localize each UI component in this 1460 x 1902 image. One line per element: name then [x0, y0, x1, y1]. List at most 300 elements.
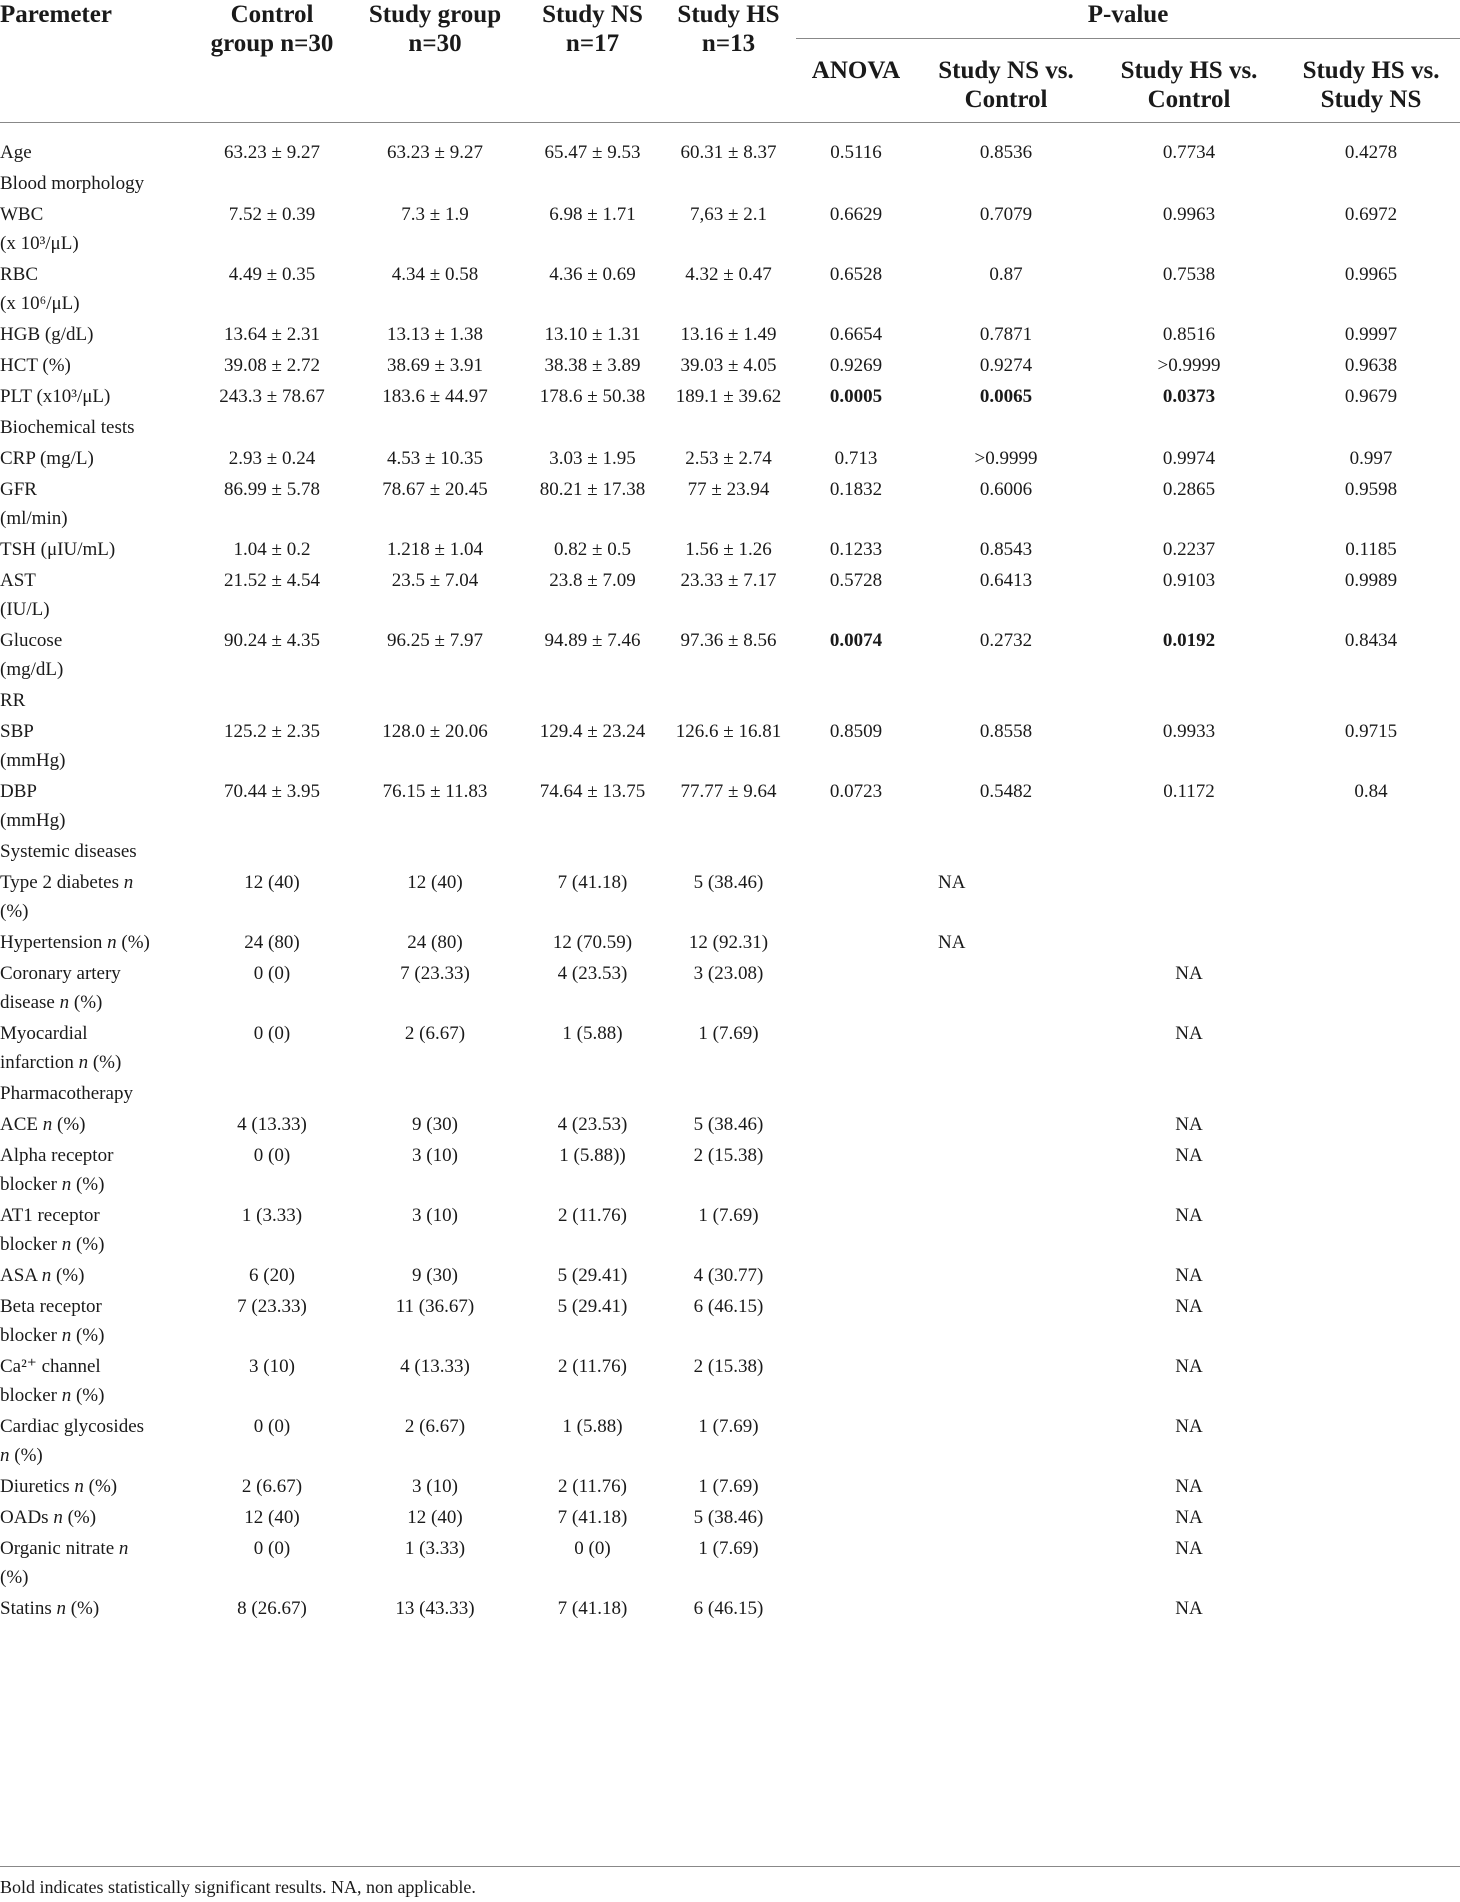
value-cell: 0 (0): [253, 1538, 291, 1559]
p-value-cell: 0.2237: [1162, 539, 1216, 560]
value-cell: 12 (40): [407, 872, 463, 893]
row-label: [0, 534, 198, 565]
row-label: [0, 1291, 198, 1351]
section-label: Systemic diseases: [0, 841, 137, 862]
value-cell: 6 (46.15): [693, 1598, 764, 1619]
value-cell: 4.34 ± 0.58: [391, 264, 479, 285]
row-label-text: RBC: [0, 264, 39, 285]
value-cell: 2.93 ± 0.24: [228, 448, 316, 469]
value-cell: 24 (80): [244, 932, 300, 953]
value-cell: 38.69 ± 3.91: [387, 355, 483, 376]
value-cell: 2 (6.67): [404, 1416, 466, 1437]
row-label: [0, 625, 198, 685]
p-value-cell: 0.2732: [979, 630, 1033, 651]
row-label-text: AT1 receptor: [0, 1205, 100, 1226]
value-cell: 7 (23.33): [237, 1296, 307, 1317]
value-cell: 4.32 ± 0.47: [685, 264, 772, 285]
row-label-text-2: blocker: [0, 1234, 57, 1255]
table-header: [0, 0, 1460, 123]
p-value-na: NA: [1175, 1265, 1203, 1286]
row-label-text-2: blocker: [0, 1325, 57, 1346]
p-value-cell: 0.7871: [979, 324, 1033, 345]
row-label-unit: (mmHg): [0, 750, 66, 771]
value-cell: 4 (23.53): [557, 1114, 628, 1135]
row-label: [0, 381, 198, 412]
p-value-cell: [1282, 1411, 1460, 1471]
value-cell: 3 (10): [412, 1145, 458, 1166]
row-label: [0, 1411, 198, 1471]
section-label: RR: [0, 690, 26, 711]
header-study-group: Study group n=30: [368, 1, 502, 57]
value-cell: 1 (3.33): [404, 1538, 466, 1559]
row-label-text: ACE: [0, 1114, 38, 1135]
value-cell: 7,63 ± 2.1: [690, 204, 767, 225]
p-value-cell: 0.1185: [1345, 539, 1397, 560]
header-ns-vs-control: Study NS vs. Control: [938, 57, 1074, 113]
p-value-cell: [796, 958, 916, 1018]
row-label-text: Alpha receptor: [0, 1145, 114, 1166]
p-value-cell: 0.7734: [1162, 142, 1216, 163]
value-cell: 1 (5.88)): [559, 1145, 626, 1166]
p-value-cell: 0.9715: [1344, 721, 1398, 742]
p-value-na: NA: [1175, 1507, 1203, 1528]
value-cell: 24 (80): [407, 932, 463, 953]
table-row: [0, 350, 1460, 381]
n-symbol: n: [61, 1174, 72, 1195]
percent-suffix: (%): [52, 1114, 86, 1135]
row-label: [0, 776, 198, 836]
p-value-na: NA: [1175, 963, 1203, 984]
value-cell: 0 (0): [253, 1145, 291, 1166]
row-label: [0, 319, 198, 350]
value-cell: 4 (30.77): [693, 1265, 764, 1286]
value-cell: 0 (0): [574, 1538, 611, 1559]
table-row: [0, 381, 1460, 412]
row-label-text: GFR: [0, 479, 37, 500]
value-cell: 97.36 ± 8.56: [680, 630, 777, 651]
value-cell: 77.77 ± 9.64: [680, 781, 777, 802]
value-cell: 2 (11.76): [558, 1205, 627, 1226]
p-value-na: NA: [1175, 1145, 1203, 1166]
percent-suffix: (%): [69, 992, 103, 1013]
row-label: [0, 927, 198, 958]
p-value-cell: 0.9598: [1344, 479, 1398, 500]
value-cell: 9 (30): [412, 1114, 458, 1135]
n-symbol: n: [61, 1325, 72, 1346]
row-label-text: HCT (%): [0, 355, 71, 376]
value-cell: 1.04 ± 0.2: [233, 539, 311, 560]
value-cell: 96.25 ± 7.97: [387, 630, 483, 651]
percent-suffix: (%): [83, 1476, 118, 1497]
section-label: Pharmacotherapy: [0, 1083, 133, 1104]
n-symbol: n: [78, 1052, 89, 1073]
p-value-cell: 0.6528: [829, 264, 883, 285]
p-value-cell: [1282, 1018, 1460, 1078]
value-cell: 13.16 ± 1.49: [680, 324, 777, 345]
row-label: [0, 1533, 198, 1593]
value-cell: 3 (10): [412, 1205, 458, 1226]
value-cell: 129.4 ± 23.24: [539, 721, 646, 742]
row-label-text: WBC: [0, 204, 44, 225]
row-label-text-2: infarction: [0, 1052, 74, 1073]
value-cell: 1 (7.69): [698, 1416, 759, 1437]
row-label: [0, 1593, 198, 1643]
value-cell: 12 (92.31): [688, 932, 769, 953]
row-label-text: HGB (g/dL): [0, 324, 94, 345]
p-value-na: NA: [1175, 1023, 1203, 1044]
p-value-na: NA: [1175, 1416, 1203, 1437]
percent-suffix: (%): [71, 1325, 105, 1346]
p-value-cell: 0.0192: [1162, 630, 1216, 651]
p-value-cell: 0.9963: [1162, 204, 1216, 225]
row-label-unit: (mg/dL): [0, 659, 64, 680]
row-label-unit: (x 10³/μL): [0, 233, 79, 254]
row-label-text: PLT (x10³/μL): [0, 386, 111, 407]
row-label-text-2: disease: [0, 992, 55, 1013]
value-cell: 65.47 ± 9.53: [544, 142, 641, 163]
table-row: [0, 1533, 1460, 1593]
value-cell: 2 (6.67): [241, 1476, 303, 1497]
p-value-cell: 0.9638: [1344, 355, 1398, 376]
value-cell: 0 (0): [253, 963, 291, 984]
row-label: [0, 259, 198, 319]
value-cell: 4.49 ± 0.35: [228, 264, 316, 285]
table-row: [0, 867, 1460, 927]
percent-suffix: (%): [116, 932, 150, 953]
value-cell: 4 (23.53): [557, 963, 628, 984]
p-value-na: NA: [938, 932, 966, 953]
value-cell: 12 (40): [244, 872, 300, 893]
header-control: Control group n=30: [210, 1, 334, 57]
p-value-cell: 0.2865: [1162, 479, 1216, 500]
n-symbol: n: [41, 1265, 52, 1286]
p-value-cell: [1282, 958, 1460, 1018]
value-cell: 3 (10): [412, 1476, 458, 1497]
p-value-cell: 0.9103: [1162, 570, 1216, 591]
row-label: [0, 1200, 198, 1260]
table-row: [0, 1140, 1460, 1200]
p-value-cell: 0.6654: [829, 324, 883, 345]
value-cell: 86.99 ± 5.78: [224, 479, 320, 500]
value-cell: 6 (46.15): [693, 1296, 764, 1317]
n-symbol: n: [42, 1114, 53, 1135]
value-cell: 39.08 ± 2.72: [224, 355, 320, 376]
percent-suffix: (%): [9, 1445, 43, 1466]
value-cell: 23.5 ± 7.04: [391, 570, 479, 591]
table-row: [0, 259, 1460, 319]
p-value-cell: 0.8434: [1344, 630, 1398, 651]
p-value-cell: [916, 1109, 1096, 1140]
p-value-cell: 0.0373: [1162, 386, 1216, 407]
p-value-cell: 0.6629: [829, 204, 883, 225]
row-label-text: Beta receptor: [0, 1296, 102, 1317]
p-value-cell: 0.8509: [829, 721, 883, 742]
row-label-text: Statins: [0, 1598, 52, 1619]
row-label-text-2: blocker: [0, 1385, 57, 1406]
p-value-cell: [796, 1018, 916, 1078]
row-label-unit: (IU/L): [0, 599, 50, 620]
row-label: [0, 350, 198, 381]
p-value-cell: 0.6006: [979, 479, 1033, 500]
value-cell: 21.52 ± 4.54: [224, 570, 320, 591]
n-symbol: n: [118, 1538, 129, 1559]
p-value-cell: 0.9269: [829, 355, 883, 376]
p-value-cell: [1282, 1200, 1460, 1260]
value-cell: 1 (7.69): [698, 1476, 759, 1497]
section-row: [0, 1078, 1460, 1109]
p-value-cell: [1282, 1140, 1460, 1200]
table-row: [0, 1351, 1460, 1411]
row-label-text: Age: [0, 142, 32, 163]
p-value-cell: [796, 1593, 916, 1643]
table-row: [0, 1200, 1460, 1260]
p-value-cell: [916, 1140, 1096, 1200]
p-value-cell: [1282, 1291, 1460, 1351]
percent-suffix: (%): [0, 1567, 29, 1588]
table-row: [0, 534, 1460, 565]
p-value-cell: 0.1172: [1163, 781, 1215, 802]
p-value-na: NA: [938, 872, 966, 893]
p-value-cell: 0.5116: [830, 142, 882, 163]
value-cell: 77 ± 23.94: [687, 479, 770, 500]
p-value-cell: [796, 1291, 916, 1351]
row-label: [0, 1109, 198, 1140]
value-cell: 6 (20): [249, 1265, 295, 1286]
row-label-text-2: blocker: [0, 1174, 57, 1195]
value-cell: 9 (30): [412, 1265, 458, 1286]
p-value-cell: 0.9997: [1344, 324, 1398, 345]
row-label-text: Cardiac glycosides: [0, 1416, 145, 1437]
value-cell: 0 (0): [253, 1416, 291, 1437]
value-cell: 126.6 ± 16.81: [675, 721, 782, 742]
p-value-cell: [796, 1533, 916, 1593]
n-symbol: n: [61, 1234, 72, 1255]
value-cell: 1.56 ± 1.26: [685, 539, 772, 560]
p-value-cell: [796, 1260, 916, 1291]
p-value-cell: [1282, 1260, 1460, 1291]
table-footnote: Bold indicates statistically significant results. NA, non applicable.: [0, 1866, 1460, 1898]
table-body: [0, 123, 1460, 1644]
value-cell: 6.98 ± 1.71: [549, 204, 636, 225]
percent-suffix: (%): [0, 901, 29, 922]
row-label-text: SBP: [0, 721, 34, 742]
p-value-cell: [796, 1351, 916, 1411]
value-cell: 7 (41.18): [557, 1598, 628, 1619]
p-value-cell: 0.9679: [1344, 386, 1398, 407]
table-row: [0, 1260, 1460, 1291]
row-label-text: Organic nitrate: [0, 1538, 115, 1559]
value-cell: 38.38 ± 3.89: [544, 355, 641, 376]
row-label-text: TSH (μIU/mL): [0, 539, 116, 560]
n-symbol: n: [61, 1385, 72, 1406]
table-row: [0, 958, 1460, 1018]
p-value-cell: >0.9999: [1157, 355, 1221, 376]
value-cell: 4 (13.33): [237, 1114, 307, 1135]
row-label: [0, 443, 198, 474]
value-cell: 1 (3.33): [241, 1205, 303, 1226]
row-label: [0, 716, 198, 776]
p-value-cell: [916, 1593, 1096, 1643]
table-row: [0, 1593, 1460, 1643]
value-cell: 5 (38.46): [693, 1507, 764, 1528]
row-label: [0, 1351, 198, 1411]
header-hs-vs-control: Study HS vs. Control: [1120, 57, 1258, 113]
row-label: [0, 1140, 198, 1200]
header-hs-vs-ns: Study HS vs. Study NS: [1302, 57, 1440, 113]
p-value-cell: 0.4278: [1344, 142, 1398, 163]
p-value-cell: [916, 1502, 1096, 1533]
table-row: [0, 443, 1460, 474]
p-value-cell: 0.5482: [979, 781, 1033, 802]
table-row: [0, 1502, 1460, 1533]
row-label: [0, 1260, 198, 1291]
value-cell: 1.218 ± 1.04: [387, 539, 483, 560]
value-cell: 7 (41.18): [557, 1507, 628, 1528]
header-study-hs: Study HS n=13: [677, 1, 780, 57]
p-value-cell: [916, 1351, 1096, 1411]
value-cell: 11 (36.67): [395, 1296, 475, 1317]
value-cell: 243.3 ± 78.67: [219, 386, 325, 407]
value-cell: 90.24 ± 4.35: [224, 630, 320, 651]
table-row: [0, 1018, 1460, 1078]
p-value-cell: 0.713: [834, 448, 878, 469]
p-value-cell: 0.8558: [979, 721, 1033, 742]
p-value-cell: [1282, 1593, 1460, 1643]
value-cell: 183.6 ± 44.97: [382, 386, 488, 407]
value-cell: 39.03 ± 4.05: [680, 355, 777, 376]
table-row: [0, 565, 1460, 625]
p-value-cell: 0.5728: [829, 570, 883, 591]
n-symbol: n: [56, 1598, 66, 1619]
p-value-cell: 0.9274: [979, 355, 1033, 376]
row-label-unit: (x 10⁶/μL): [0, 293, 80, 314]
p-value-cell: [796, 927, 916, 958]
value-cell: 7.3 ± 1.9: [401, 204, 469, 225]
row-label: [0, 474, 198, 534]
row-label: [0, 137, 198, 168]
value-cell: 178.6 ± 50.38: [539, 386, 646, 407]
p-value-cell: 0.87: [989, 264, 1023, 285]
p-value-cell: [916, 1260, 1096, 1291]
p-value-cell: 0.9989: [1344, 570, 1398, 591]
row-label-text: Ca²⁺ channel: [0, 1356, 101, 1377]
value-cell: 2 (11.76): [558, 1356, 627, 1377]
value-cell: 13.13 ± 1.38: [387, 324, 483, 345]
row-label-text: CRP (mg/L): [0, 448, 94, 469]
p-value-cell: [916, 958, 1096, 1018]
table-row: [0, 1411, 1460, 1471]
table-row: [0, 776, 1460, 836]
row-label-text: DBP: [0, 781, 37, 802]
p-value-na: NA: [1175, 1598, 1203, 1619]
value-cell: 5 (38.46): [693, 1114, 764, 1135]
p-value-cell: [916, 1018, 1096, 1078]
value-cell: 12 (40): [407, 1507, 463, 1528]
table-row: [0, 137, 1460, 168]
section-row: [0, 836, 1460, 867]
value-cell: 63.23 ± 9.27: [387, 142, 483, 163]
value-cell: 23.33 ± 7.17: [680, 570, 777, 591]
row-label-text: AST: [0, 570, 36, 591]
value-cell: 4 (13.33): [400, 1356, 470, 1377]
row-label: [0, 958, 198, 1018]
table-row: [0, 319, 1460, 350]
header-p-value: P-value: [796, 0, 1460, 39]
row-label-text: Myocardial: [0, 1023, 88, 1044]
p-value-cell: 0.0723: [829, 781, 883, 802]
section-row: [0, 412, 1460, 443]
p-value-cell: [1282, 1471, 1460, 1502]
value-cell: 7 (41.18): [557, 872, 628, 893]
percent-suffix: (%): [88, 1052, 122, 1073]
value-cell: 0 (0): [253, 1023, 291, 1044]
header-study-ns: Study NS n=17: [542, 1, 643, 57]
value-cell: 3 (23.08): [693, 963, 764, 984]
p-value-cell: 0.1832: [829, 479, 883, 500]
p-value-cell: [796, 1109, 916, 1140]
percent-suffix: (%): [51, 1265, 85, 1286]
p-value-cell: [916, 1471, 1096, 1502]
value-cell: 8 (26.67): [237, 1598, 307, 1619]
p-value-cell: [796, 1140, 916, 1200]
value-cell: 12 (40): [244, 1507, 300, 1528]
percent-suffix: (%): [65, 1598, 100, 1619]
value-cell: 3.03 ± 1.95: [549, 448, 636, 469]
row-label: [0, 199, 198, 259]
p-value-cell: 0.7538: [1162, 264, 1216, 285]
row-label: [0, 1502, 198, 1533]
percent-suffix: (%): [71, 1385, 105, 1406]
p-value-cell: [916, 1533, 1096, 1593]
value-cell: 70.44 ± 3.95: [224, 781, 320, 802]
value-cell: 5 (38.46): [693, 872, 764, 893]
p-value-cell: [796, 1411, 916, 1471]
section-row: [0, 685, 1460, 716]
row-label: [0, 1018, 198, 1078]
row-label-text: OADs: [0, 1507, 49, 1528]
value-cell: 5 (29.41): [557, 1296, 628, 1317]
p-value-cell: 0.6972: [1344, 204, 1398, 225]
row-label: [0, 1471, 198, 1502]
percent-suffix: (%): [71, 1234, 105, 1255]
value-cell: 78.67 ± 20.45: [382, 479, 488, 500]
p-value-cell: [1282, 1533, 1460, 1593]
p-value-na: NA: [1175, 1114, 1203, 1135]
value-cell: 0.82 ± 0.5: [554, 539, 631, 560]
value-cell: 5 (29.41): [557, 1265, 628, 1286]
value-cell: 2 (6.67): [404, 1023, 466, 1044]
header-parameter: Paremeter: [0, 1, 112, 28]
p-value-cell: 0.7079: [979, 204, 1033, 225]
p-value-cell: [916, 1200, 1096, 1260]
n-symbol: n: [123, 872, 134, 893]
row-label-text: Type 2 diabetes: [0, 872, 119, 893]
table-row: [0, 927, 1460, 958]
row-label-text: Diuretics: [0, 1476, 70, 1497]
percent-suffix: (%): [71, 1174, 105, 1195]
value-cell: 80.21 ± 17.38: [539, 479, 646, 500]
p-value-cell: 0.0005: [829, 386, 883, 407]
header-anova: ANOVA: [811, 57, 901, 84]
value-cell: 12 (70.59): [552, 932, 633, 953]
p-value-cell: >0.9999: [974, 448, 1038, 469]
row-label-text: Glucose: [0, 630, 63, 651]
p-value-cell: [796, 1471, 916, 1502]
table-row: [0, 1291, 1460, 1351]
value-cell: 4.36 ± 0.69: [549, 264, 636, 285]
section-label: Biochemical tests: [0, 417, 135, 438]
p-value-cell: [916, 1291, 1096, 1351]
